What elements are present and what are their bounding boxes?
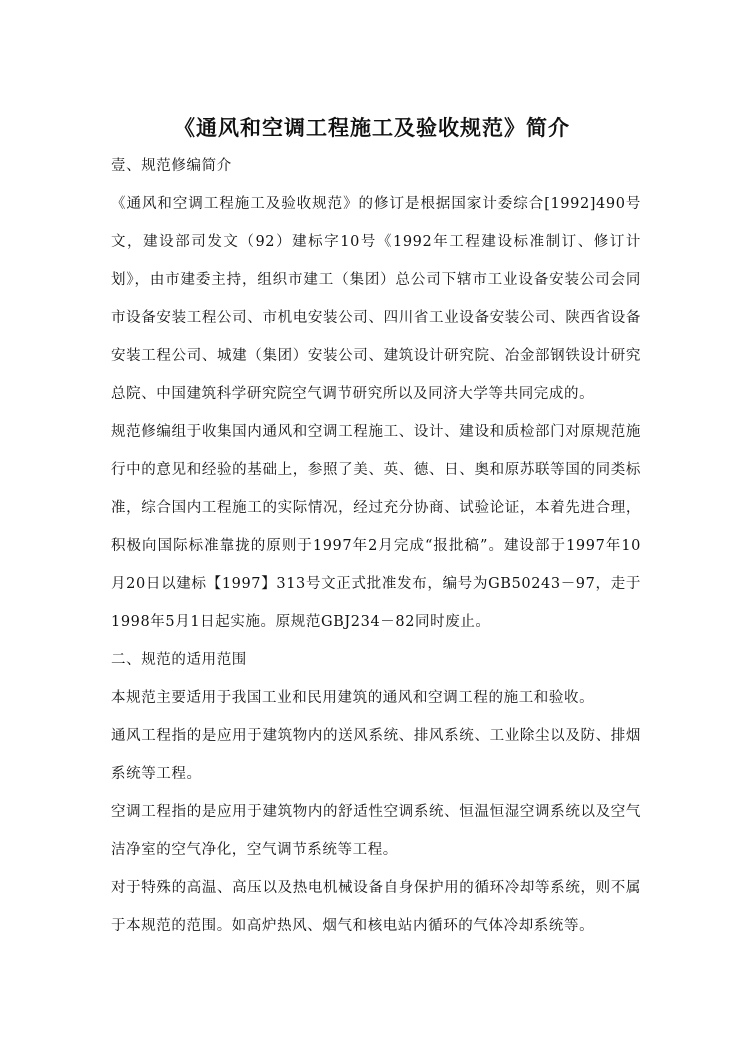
paragraph-ventilation-definition: 通风工程指的是应用于建筑物内的送风系统、排风系统、工业除尘以及防、排烟系统等工程。 <box>111 728 641 782</box>
paragraph-revision-origin: 《通风和空调工程施工及验收规范》的修订是根据国家计委综合[1992]490号文，建设部司发文（92）建标字10号《1992年工程建设标准制订、修订计划》，由市建委主持，组织市建工（集团）总公司下辖市工业设备安装公司会同市设备安装工程公司、市机电安装公司、四川省工业设备安装公司、陕西省设备安装工程公司、城建（集团）安装公司、建筑设计研究院、冶金部钢铁设计研究总院、中国建筑科学研究院空气调节研究所以及同济大学等共同完成的。 <box>111 196 641 402</box>
paragraph-aircon-definition: 空调工程指的是应用于建筑物内的舒适性空调系统、恒温恒湿空调系统以及空气洁净室的空气净化，空气调节系统等工程。 <box>111 804 641 858</box>
document-title: 《通风和空调工程施工及验收规范》简介 <box>174 115 570 140</box>
document-body <box>111 147 641 945</box>
paragraph-scope-main: 本规范主要适用于我国工业和民用建筑的通风和空调工程的施工和验收。 <box>111 690 595 706</box>
paragraph-exclusions: 对于特殊的高温、高压以及热电机械设备自身保护用的循环冷却等系统，则不属于本规范的范围。如高炉热风、烟气和核电站内循环的气体冷却系统等。 <box>111 880 641 934</box>
paragraph-revision-process: 规范修编组于收集国内通风和空调工程施工、设计、建设和质检部门对原规范施行中的意见和经验的基础上，参照了美、英、德、日、奥和原苏联等国的同类标准，综合国内工程施工的实际情况，经过充分协商、试验论证，本着先进合理，积极向国际标准靠拢的原则于1997年2月完成“报批稿”。建设部于1997年10月20日以建标【1997】313号文正式批准发布，编号为GB50243－97，走于1998年5月1日起实施。原规范GBJ234－82同时废止。 <box>111 424 641 630</box>
section-heading-intro: 壹、规范修编简介 <box>111 158 232 174</box>
section-heading-scope: 二、规范的适用范围 <box>111 652 247 668</box>
